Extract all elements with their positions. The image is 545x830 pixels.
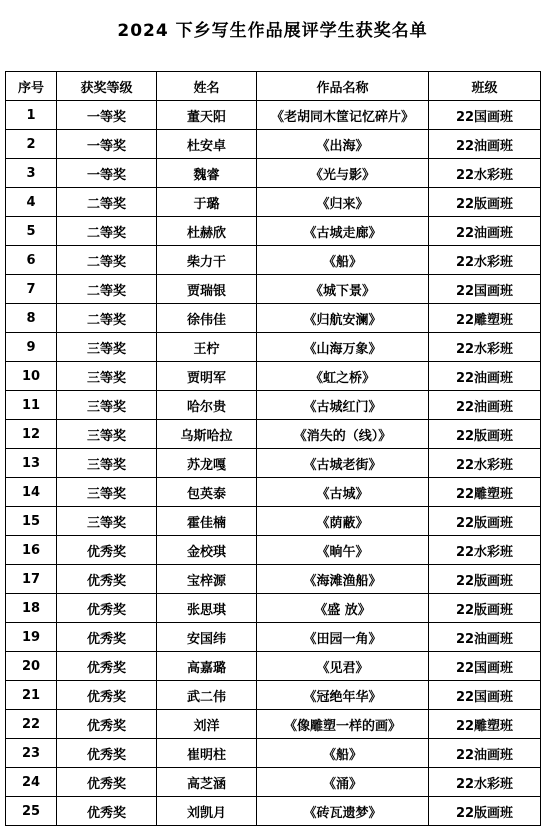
cell-work-title: 《晌午》	[257, 536, 429, 565]
cell-award-level: 一等奖	[57, 159, 157, 188]
cell-number: 11	[6, 391, 57, 420]
table-row	[6, 536, 541, 565]
cell-class: 22油画班	[429, 217, 541, 246]
header-name: 姓名	[157, 72, 257, 101]
cell-name: 金校琪	[157, 536, 257, 565]
table-row	[6, 652, 541, 681]
cell-name: 乌斯哈拉	[157, 420, 257, 449]
header-class: 班级	[429, 72, 541, 101]
cell-class: 22雕塑班	[429, 710, 541, 739]
table-row	[6, 246, 541, 275]
cell-work-title: 《山海万象》	[257, 333, 429, 362]
cell-name: 刘凯月	[157, 797, 257, 826]
cell-number: 17	[6, 565, 57, 594]
cell-name: 崔明柱	[157, 739, 257, 768]
cell-class: 22国画班	[429, 652, 541, 681]
table-row	[6, 739, 541, 768]
cell-class: 22雕塑班	[429, 478, 541, 507]
cell-class: 22版画班	[429, 420, 541, 449]
table-row	[6, 507, 541, 536]
cell-award-level: 优秀奖	[57, 536, 157, 565]
header-number: 序号	[6, 72, 57, 101]
cell-work-title: 《归来》	[257, 188, 429, 217]
cell-award-level: 优秀奖	[57, 710, 157, 739]
cell-name: 霍佳楠	[157, 507, 257, 536]
cell-class: 22油画班	[429, 739, 541, 768]
cell-number: 2	[6, 130, 57, 159]
cell-class: 22油画班	[429, 623, 541, 652]
cell-class: 22水彩班	[429, 768, 541, 797]
cell-class: 22水彩班	[429, 246, 541, 275]
page-title: 2024 下乡写生作品展评学生获奖名单	[117, 21, 428, 41]
cell-number: 1	[6, 101, 57, 130]
cell-class: 22油画班	[429, 391, 541, 420]
cell-award-level: 二等奖	[57, 217, 157, 246]
cell-name: 贾瑞银	[157, 275, 257, 304]
cell-name: 柴力干	[157, 246, 257, 275]
cell-award-level: 二等奖	[57, 188, 157, 217]
cell-name: 于璐	[157, 188, 257, 217]
cell-name: 杜赫欣	[157, 217, 257, 246]
table-row	[6, 449, 541, 478]
cell-name: 杜安卓	[157, 130, 257, 159]
cell-work-title: 《古城红门》	[257, 391, 429, 420]
table-row	[6, 420, 541, 449]
cell-work-title: 《城下景》	[257, 275, 429, 304]
table-row	[6, 565, 541, 594]
table-row	[6, 275, 541, 304]
cell-name: 武二伟	[157, 681, 257, 710]
cell-class: 22版画班	[429, 188, 541, 217]
table-row	[6, 391, 541, 420]
cell-award-level: 三等奖	[57, 507, 157, 536]
cell-number: 19	[6, 623, 57, 652]
table-row	[6, 478, 541, 507]
cell-number: 7	[6, 275, 57, 304]
cell-class: 22国画班	[429, 681, 541, 710]
table-row	[6, 710, 541, 739]
table-row	[6, 594, 541, 623]
table-row	[6, 130, 541, 159]
table-body	[6, 101, 541, 826]
cell-name: 包英泰	[157, 478, 257, 507]
table-row	[6, 217, 541, 246]
cell-work-title: 《光与影》	[257, 159, 429, 188]
cell-award-level: 一等奖	[57, 101, 157, 130]
cell-name: 王柠	[157, 333, 257, 362]
table-row	[6, 681, 541, 710]
cell-name: 宝梓源	[157, 565, 257, 594]
cell-work-title: 《归航安澜》	[257, 304, 429, 333]
cell-award-level: 一等奖	[57, 130, 157, 159]
table-row	[6, 797, 541, 826]
cell-award-level: 三等奖	[57, 362, 157, 391]
cell-class: 22版画班	[429, 594, 541, 623]
cell-work-title: 《海滩渔船》	[257, 565, 429, 594]
cell-name: 魏睿	[157, 159, 257, 188]
cell-work-title: 《古城老街》	[257, 449, 429, 478]
table-row	[6, 304, 541, 333]
cell-award-level: 三等奖	[57, 449, 157, 478]
cell-class: 22水彩班	[429, 449, 541, 478]
cell-award-level: 三等奖	[57, 333, 157, 362]
cell-class: 22水彩班	[429, 159, 541, 188]
cell-award-level: 优秀奖	[57, 565, 157, 594]
cell-work-title: 《像雕塑一样的画》	[257, 710, 429, 739]
table-row	[6, 159, 541, 188]
cell-award-level: 优秀奖	[57, 739, 157, 768]
cell-class: 22国画班	[429, 101, 541, 130]
cell-award-level: 优秀奖	[57, 623, 157, 652]
cell-number: 16	[6, 536, 57, 565]
cell-number: 4	[6, 188, 57, 217]
header-work-title: 作品名称	[257, 72, 429, 101]
cell-work-title: 《荫蔽》	[257, 507, 429, 536]
cell-award-level: 优秀奖	[57, 797, 157, 826]
cell-award-level: 优秀奖	[57, 594, 157, 623]
cell-award-level: 三等奖	[57, 391, 157, 420]
cell-class: 22版画班	[429, 507, 541, 536]
cell-award-level: 优秀奖	[57, 652, 157, 681]
cell-number: 10	[6, 362, 57, 391]
table-row	[6, 188, 541, 217]
table-row	[6, 333, 541, 362]
cell-work-title: 《消失的（线）》	[257, 420, 429, 449]
cell-number: 21	[6, 681, 57, 710]
cell-number: 12	[6, 420, 57, 449]
table-row	[6, 623, 541, 652]
cell-class: 22水彩班	[429, 333, 541, 362]
cell-award-level: 三等奖	[57, 478, 157, 507]
cell-name: 苏龙嘎	[157, 449, 257, 478]
cell-name: 高芝涵	[157, 768, 257, 797]
cell-number: 24	[6, 768, 57, 797]
table-row	[6, 101, 541, 130]
cell-award-level: 二等奖	[57, 304, 157, 333]
cell-name: 哈尔贵	[157, 391, 257, 420]
cell-award-level: 优秀奖	[57, 768, 157, 797]
cell-work-title: 《虹之桥》	[257, 362, 429, 391]
header-award-level: 获奖等级	[57, 72, 157, 101]
cell-award-level: 优秀奖	[57, 681, 157, 710]
cell-number: 8	[6, 304, 57, 333]
cell-class: 22油画班	[429, 130, 541, 159]
cell-name: 董天阳	[157, 101, 257, 130]
cell-work-title: 《老胡同木筐记忆碎片》	[257, 101, 429, 130]
cell-name: 刘洋	[157, 710, 257, 739]
award-table	[5, 71, 541, 826]
cell-work-title: 《砖瓦遗梦》	[257, 797, 429, 826]
cell-award-level: 二等奖	[57, 246, 157, 275]
cell-name: 高嘉璐	[157, 652, 257, 681]
cell-number: 20	[6, 652, 57, 681]
cell-work-title: 《涌》	[257, 768, 429, 797]
cell-number: 13	[6, 449, 57, 478]
cell-class: 22版画班	[429, 797, 541, 826]
cell-class: 22版画班	[429, 565, 541, 594]
cell-class: 22水彩班	[429, 536, 541, 565]
cell-class: 22油画班	[429, 362, 541, 391]
cell-number: 5	[6, 217, 57, 246]
table-header	[6, 72, 541, 101]
cell-class: 22国画班	[429, 275, 541, 304]
cell-number: 6	[6, 246, 57, 275]
cell-work-title: 《见君》	[257, 652, 429, 681]
cell-work-title: 《出海》	[257, 130, 429, 159]
cell-number: 22	[6, 710, 57, 739]
table-row	[6, 362, 541, 391]
cell-name: 安国纬	[157, 623, 257, 652]
cell-class: 22雕塑班	[429, 304, 541, 333]
cell-name: 贾明军	[157, 362, 257, 391]
cell-number: 25	[6, 797, 57, 826]
cell-work-title: 《盛 放》	[257, 594, 429, 623]
cell-number: 23	[6, 739, 57, 768]
cell-work-title: 《船》	[257, 739, 429, 768]
cell-number: 15	[6, 507, 57, 536]
cell-name: 张思琪	[157, 594, 257, 623]
table-row	[6, 768, 541, 797]
cell-award-level: 二等奖	[57, 275, 157, 304]
cell-number: 14	[6, 478, 57, 507]
cell-work-title: 《冠绝年华》	[257, 681, 429, 710]
cell-name: 徐伟佳	[157, 304, 257, 333]
cell-work-title: 《古城走廊》	[257, 217, 429, 246]
cell-work-title: 《古城》	[257, 478, 429, 507]
cell-work-title: 《田园一角》	[257, 623, 429, 652]
cell-number: 9	[6, 333, 57, 362]
header-row	[6, 72, 541, 101]
cell-number: 3	[6, 159, 57, 188]
cell-award-level: 三等奖	[57, 420, 157, 449]
cell-work-title: 《船》	[257, 246, 429, 275]
cell-number: 18	[6, 594, 57, 623]
